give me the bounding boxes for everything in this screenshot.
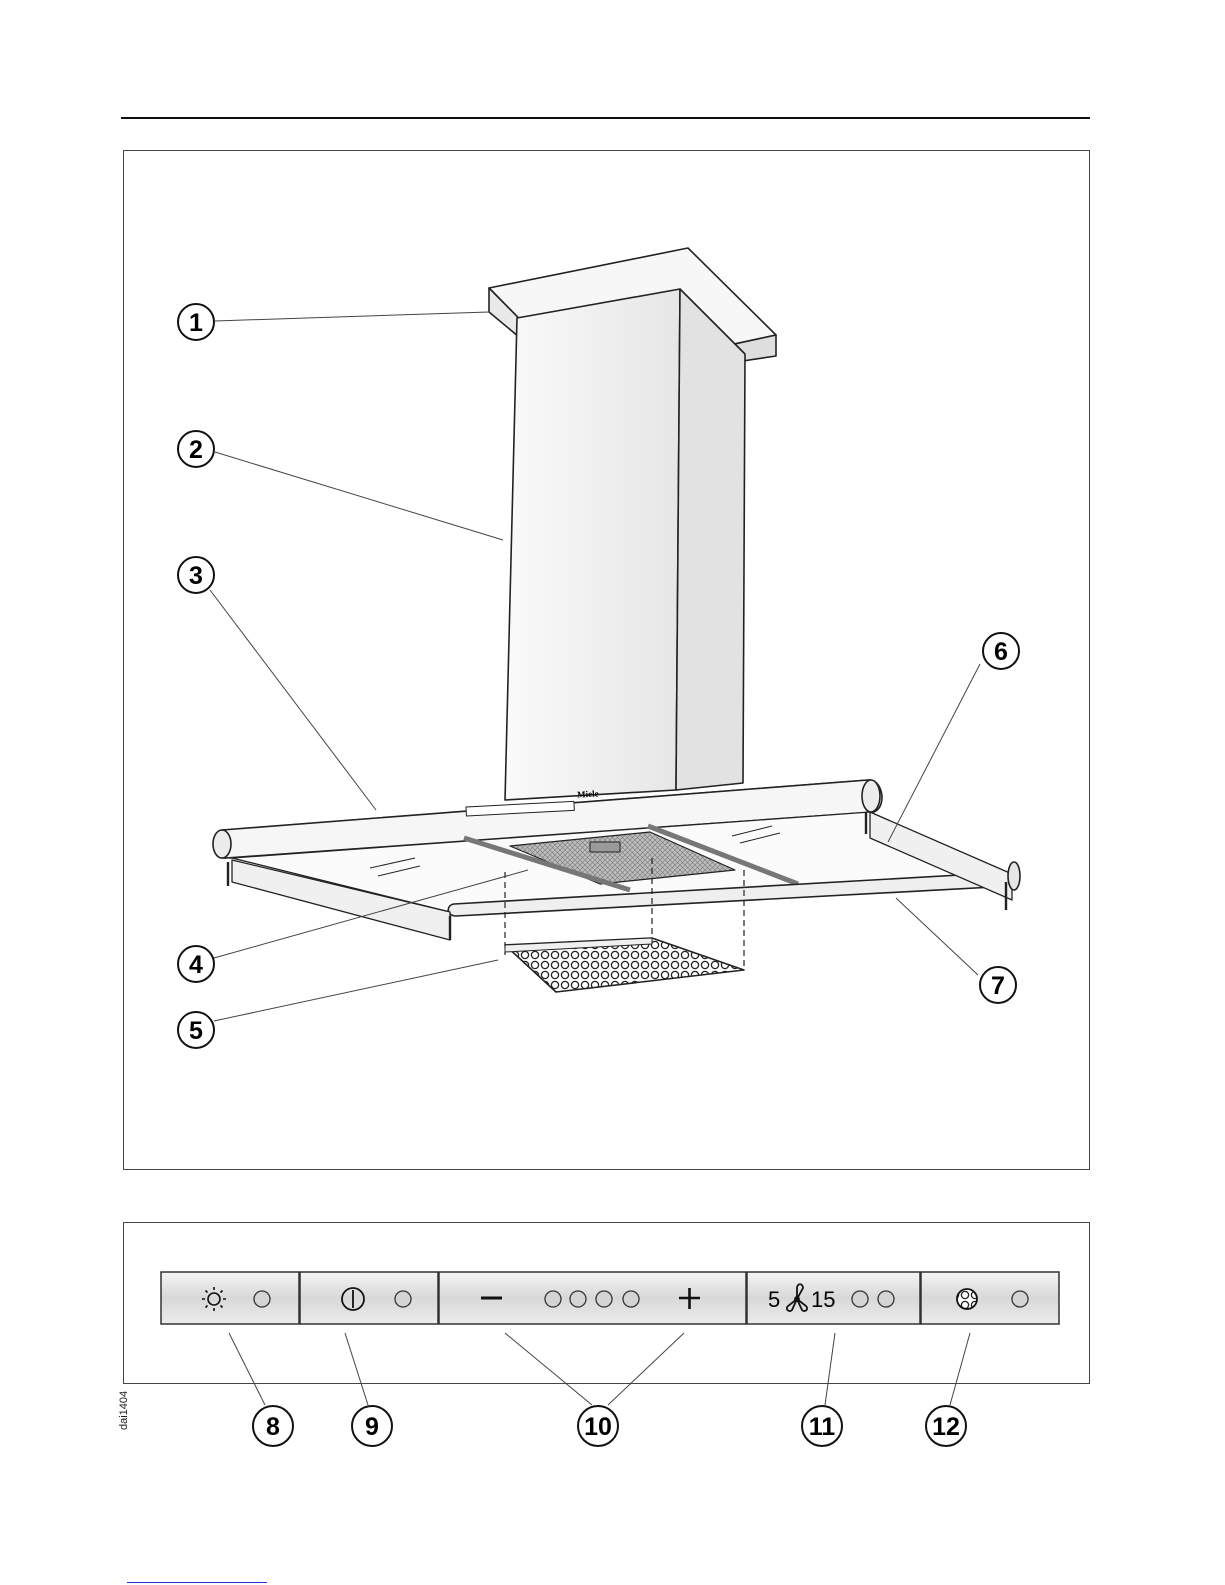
callout-3-label: 3 [189, 562, 203, 590]
chimney-side [676, 289, 745, 790]
rail-end-right [1008, 862, 1020, 890]
canopy-bar-end-left [213, 830, 231, 858]
callout-10-label: 10 [584, 1413, 612, 1441]
filter-handle [590, 842, 620, 852]
power-button[interactable] [300, 1272, 438, 1324]
timer-label-5: 5 [768, 1287, 781, 1312]
timer-label-15: 15 [811, 1287, 836, 1312]
fan-speed-led-2 [570, 1291, 586, 1307]
bottom-link-underline [127, 1582, 267, 1583]
cooker-hood-drawing [213, 248, 1020, 992]
filter-icon [957, 1289, 977, 1309]
filter-indicator-button[interactable] [921, 1272, 1059, 1324]
callout-9-label: 9 [365, 1413, 379, 1441]
callout-1-label: 1 [189, 309, 203, 337]
timer-led-15 [878, 1291, 894, 1307]
timer-led-5 [852, 1291, 868, 1307]
callout-5-label: 5 [189, 1017, 203, 1045]
callout-2-label: 2 [189, 436, 203, 464]
chimney-front [505, 289, 680, 800]
callout-7-label: 7 [991, 972, 1005, 1000]
callout-4-label: 4 [189, 951, 203, 979]
light-led [254, 1291, 270, 1307]
power-led [395, 1291, 411, 1307]
callout-6-label: 6 [994, 638, 1008, 666]
fan-speed-led-4 [623, 1291, 639, 1307]
callout-11-label: 11 [808, 1413, 836, 1441]
fan-speed-led-3 [596, 1291, 612, 1307]
filter-led [1012, 1291, 1028, 1307]
canopy-bar-end-right [862, 780, 880, 812]
figure-code: dai1404 [118, 1390, 130, 1430]
panel-leader-lines [229, 1333, 970, 1405]
brand-logo: Miele [576, 788, 599, 800]
callout-8-label: 8 [266, 1413, 280, 1441]
callout-12-label: 12 [932, 1413, 960, 1441]
light-button[interactable] [161, 1272, 299, 1324]
fan-speed-led-1 [545, 1291, 561, 1307]
